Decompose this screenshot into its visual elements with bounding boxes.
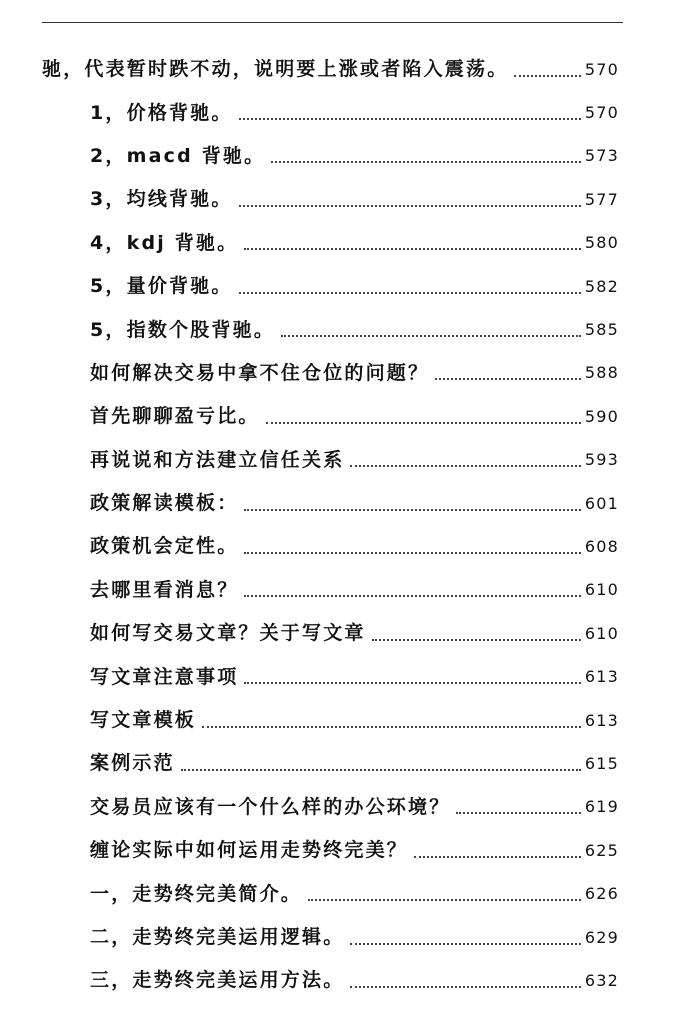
toc-entry-page: 626 [584,884,619,904]
toc-entry-title: 政策机会定性。 [90,535,239,558]
toc-entry-title: 驰，代表暂时跌不动，说明要上涨或者陷入震荡。 [42,58,509,81]
toc-entry-title: 如何解决交易中拿不住仓位的问题？ [90,361,430,384]
toc-entry-title: 2，macd 背驰。 [90,144,266,167]
toc-entry-title: 三，走势终完美运用方法。 [90,969,345,992]
dot-leader [350,986,580,988]
toc-entry[interactable] [0,699,685,742]
dot-leader [244,509,580,511]
dot-leader [414,856,581,858]
toc-entry-title: 一，走势终完美简介。 [90,882,303,905]
toc-entry-title: 案例示范 [90,752,175,775]
dot-leader [281,335,581,337]
toc-entry[interactable] [0,959,685,1002]
toc-entry-page: 577 [584,189,619,209]
toc-entry-page: 613 [584,710,619,730]
toc-entry-title: 3，均线背驰。 [90,188,233,211]
toc-entry[interactable] [0,569,685,612]
toc-entry[interactable] [0,872,685,915]
toc-entry[interactable] [0,525,685,568]
toc-entry[interactable] [0,222,685,265]
toc-entry-title: 政策解读模板： [90,492,239,515]
toc-entry[interactable] [0,655,685,698]
toc-entry-page: 570 [584,103,619,123]
toc-entry-page: 610 [584,623,619,643]
toc-entry-page: 585 [584,320,619,340]
toc-entry-title: 写文章模板 [90,709,197,732]
toc-entry-page: 580 [584,233,619,253]
dot-leader [350,943,580,945]
toc-entry-title: 5，指数个股背驰。 [90,318,276,341]
table-of-contents [0,48,685,1003]
toc-entry-page: 613 [584,667,619,687]
toc-entry-title: 去哪里看消息？ [90,578,239,601]
toc-entry-page: 619 [584,797,619,817]
header-rule [42,22,623,23]
dot-leader [244,682,580,684]
dot-leader [308,899,581,901]
toc-entry-page: 632 [584,970,619,990]
toc-entry[interactable] [0,482,685,525]
toc-entry[interactable] [0,612,685,655]
dot-leader [456,812,580,814]
toc-entry[interactable] [0,178,685,221]
toc-entry-page: 608 [584,536,619,556]
toc-entry[interactable] [0,829,685,872]
toc-entry[interactable] [0,786,685,829]
toc-entry[interactable] [0,742,685,785]
toc-entry-title: 缠论实际中如何运用走势终完美？ [90,839,409,862]
toc-entry-title: 1，价格背驰。 [90,101,233,124]
dot-leader [244,552,580,554]
toc-entry-title: 5，量价背驰。 [90,275,233,298]
toc-entry[interactable] [0,265,685,308]
toc-entry[interactable] [0,916,685,959]
dot-leader [244,248,580,250]
toc-entry[interactable] [0,308,685,351]
dot-leader [266,422,581,424]
toc-entry[interactable] [0,48,685,91]
dot-leader [350,465,580,467]
dot-leader [239,292,581,294]
toc-entry-title: 4，kdj 背驰。 [90,231,239,254]
dot-leader [181,769,581,771]
toc-entry-page: 588 [584,363,619,383]
dot-leader [435,378,581,380]
toc-entry[interactable] [0,395,685,438]
toc-entry-title: 再说说和方法建立信任关系 [90,448,345,471]
dot-leader [372,639,581,641]
toc-entry-page: 573 [584,146,619,166]
toc-entry-page: 582 [584,276,619,296]
toc-entry-title: 如何写交易文章？关于写文章 [90,622,366,645]
dot-leader [514,75,580,77]
dot-leader [271,161,581,163]
dot-leader [239,118,581,120]
toc-entry-title: 交易员应该有一个什么样的办公环境？ [90,795,451,818]
dot-leader [202,726,581,728]
toc-entry-page: 610 [584,580,619,600]
toc-entry[interactable] [0,135,685,178]
toc-entry-title: 写文章注意事项 [90,665,239,688]
toc-entry-page: 590 [584,406,619,426]
dot-leader [239,205,581,207]
toc-entry-page: 593 [584,450,619,470]
toc-entry-page: 615 [584,753,619,773]
toc-entry-title: 二，走势终完美运用逻辑。 [90,926,345,948]
toc-entry-page: 629 [584,927,619,947]
toc-entry-page: 570 [584,59,619,79]
toc-entry-page: 601 [584,493,619,513]
toc-entry[interactable] [0,352,685,395]
dot-leader [244,595,580,597]
toc-entry-title: 首先聊聊盈亏比。 [90,405,260,428]
toc-entry[interactable] [0,91,685,134]
toc-entry-page: 625 [584,840,619,860]
toc-entry[interactable] [0,439,685,482]
